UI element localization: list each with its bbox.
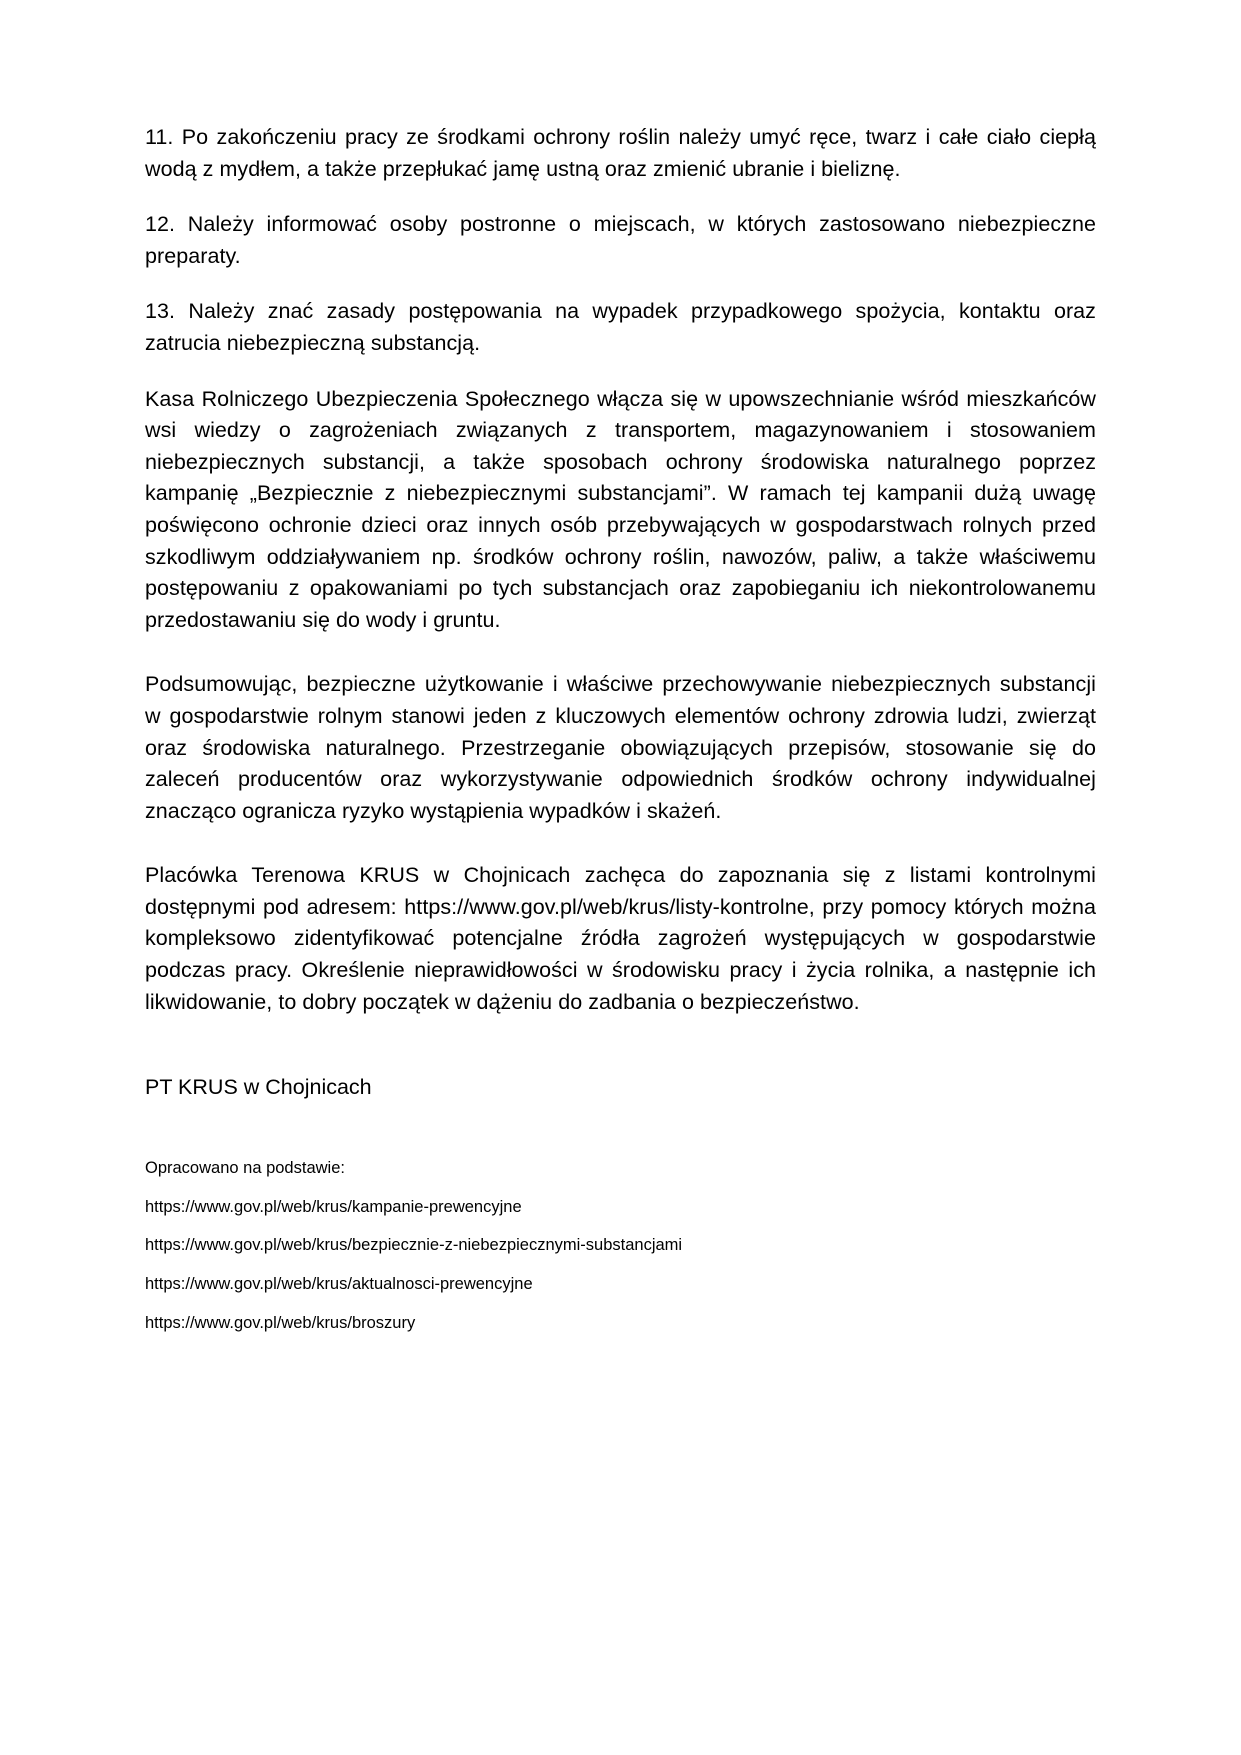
paragraph-summary: Podsumowując, bezpieczne użytkowanie i właściwe przechowywanie niebezpiecznych substancji w gospodarstwie rolnym stanowi jeden z kluczowych elementów ochrony zdrowia ludzi, zwierząt oraz środowiska naturalnego. Przestrzeganie obowiązujących przepisów, stosowanie się do zaleceń producentów oraz wykorzystywanie odpowiednich środków ochrony indywidualnej znacząco ogranicza ryzyko wystąpienia wypadków i skażeń. bbox=[145, 672, 1096, 823]
sources-section bbox=[145, 1156, 1096, 1336]
source-link-broszury[interactable]: https://www.gov.pl/web/krus/broszury bbox=[145, 1313, 416, 1332]
source-link-aktualnosci-prewencyjne[interactable]: https://www.gov.pl/web/krus/aktualnosci-prewencyjne bbox=[145, 1275, 533, 1294]
paragraph-item-12: 12. Należy informować osoby postronne o miejscach, w których zastosowano niebezpieczne preparaty. bbox=[145, 212, 1096, 268]
paragraph-item-13: 13. Należy znać zasady postępowania na wypadek przypadkowego spożycia, kontaktu oraz zatrucia niebezpieczną substancją. bbox=[145, 299, 1096, 355]
sources-heading: Opracowano na podstawie: bbox=[145, 1158, 345, 1177]
paragraph-krus-campaign: Kasa Rolniczego Ubezpieczenia Społecznego włącza się w upowszechnianie wśród mieszkańców wsi wiedzy o zagrożeniach związanych z transportem, magazynowaniem i stosowaniem niebezpiecznych substancji, a także sposobach ochrony środowiska naturalnego poprzez kampanię „Bezpiecznie z niebezpiecznymi substancjami”. W ramach tej kampanii dużą uwagę poświęcono ochronie dzieci oraz innych osób przebywających w gospodarstwach rolnych przed szkodliwym oddziaływaniem np. środków ochrony roślin, nawozów, paliw, a także właściwemu postępowaniu z opakowaniami po tych substancjach oraz zapobieganiu ich niekontrolowanemu przedostawaniu się do wody i gruntu. bbox=[145, 386, 1096, 632]
source-link-kampanie-prewencyjne[interactable]: https://www.gov.pl/web/krus/kampanie-prewencyjne bbox=[145, 1197, 522, 1216]
source-link-bezpiecznie-z-niebezpiecznymi-substancjami[interactable]: https://www.gov.pl/web/krus/bezpiecznie-z-niebezpiecznymi-substancjami bbox=[145, 1236, 683, 1255]
document-signature: PT KRUS w Chojnicach bbox=[145, 1075, 372, 1100]
paragraph-item-11: 11. Po zakończeniu pracy ze środkami ochrony roślin należy umyć ręce, twarz i całe ciało ciepłą wodą z mydłem, a także przepłukać jamę ustną oraz zmienić ubranie i bieliznę. bbox=[145, 125, 1096, 181]
paragraph-checklists: Placówka Terenowa KRUS w Chojnicach zachęca do zapoznania się z listami kontrolnymi dostępnymi pod adresem: https://www.gov.pl/web/krus/listy-kontrolne, przy pomocy których można kompleksowo zidentyfikować potencjalne źródła zagrożeń występujących w gospodarstwie podczas pracy. Określenie nieprawidłowości w środowisku pracy i życia rolnika, a następnie ich likwidowanie, to dobry początek w dążeniu do zadbania o bezpieczeństwo. bbox=[145, 863, 1096, 1014]
